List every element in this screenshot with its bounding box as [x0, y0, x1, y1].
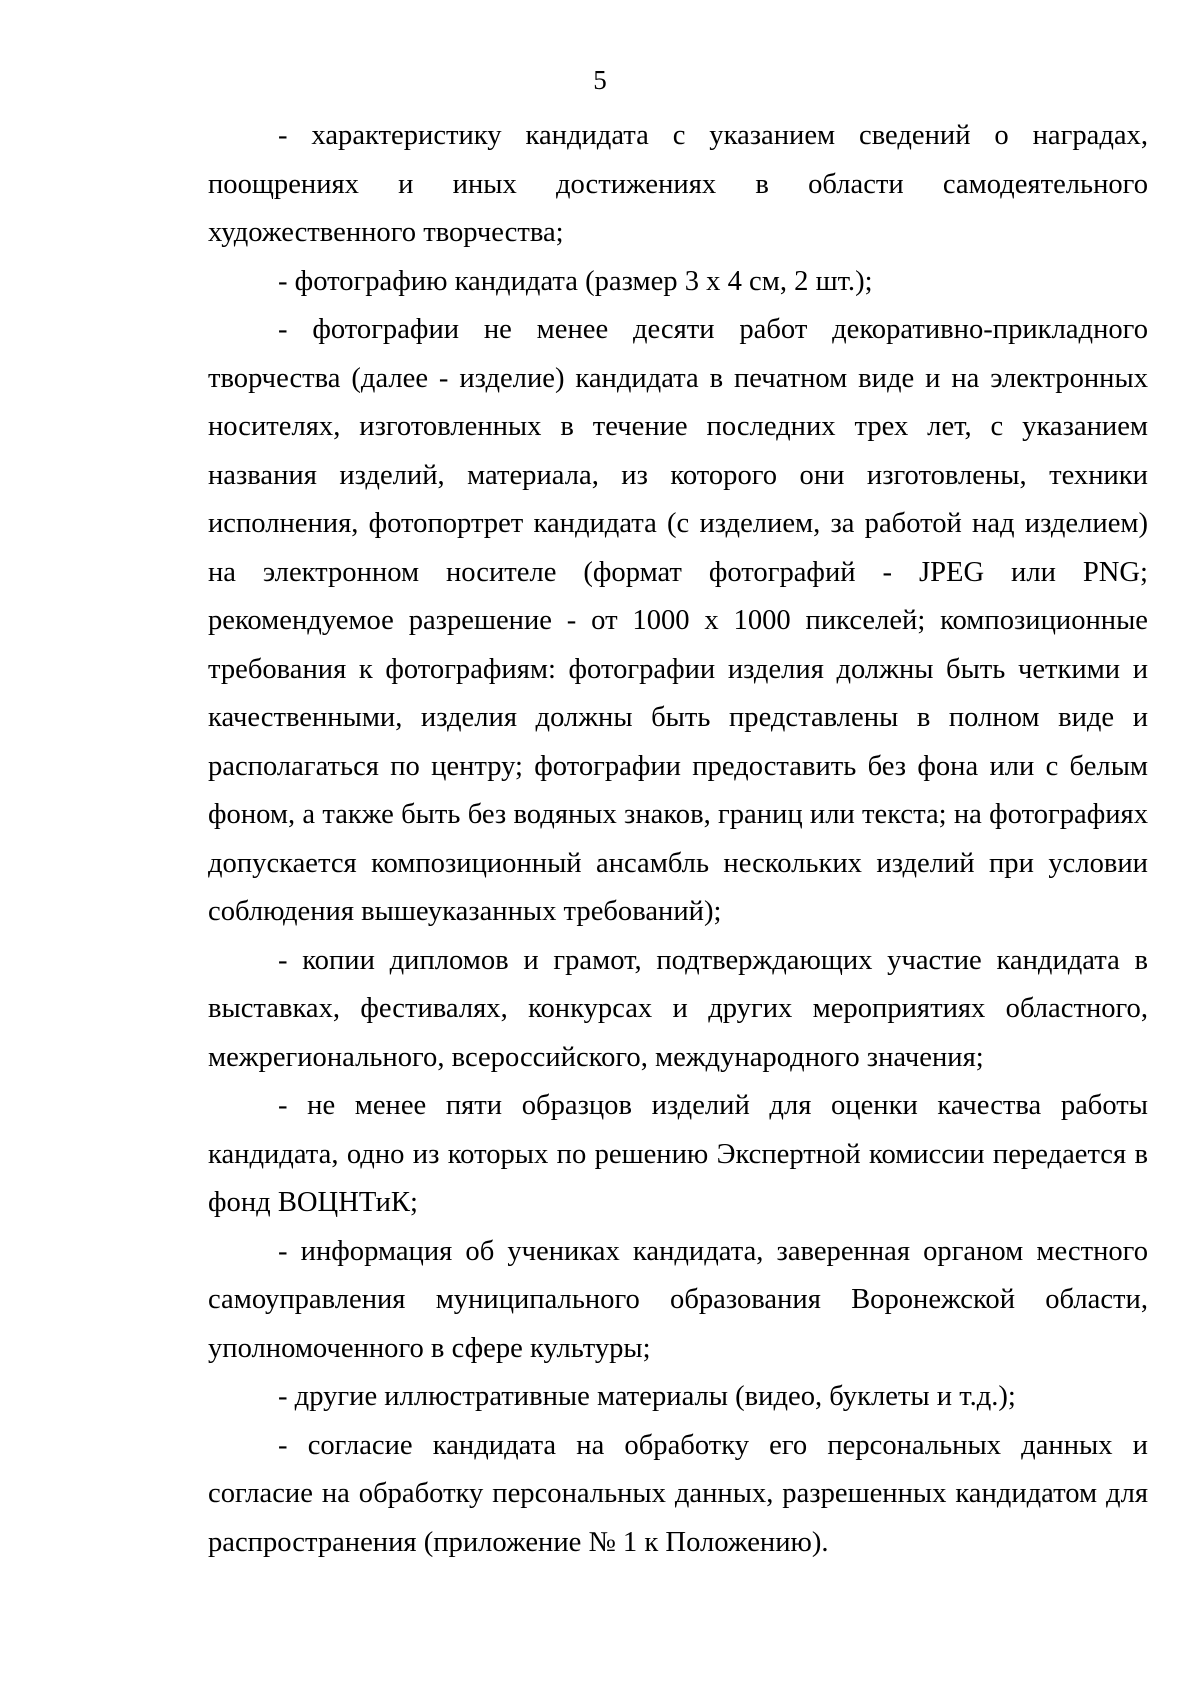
list-item-other-materials: - другие иллюстративные материалы (видео, буклеты и т.д.); — [278, 1381, 1016, 1412]
list-item-works-photos: - фотографии не менее десяти работ декоративно-прикладного творчества (далее - изделие) кандидата в печатном виде и на электронных носителях, изготовленных в течение последних трех лет, с указанием названия изделий, материала, из которого они изготовлены, техники исполнения, фотопортрет кандидата (с изделием, за работой над изделием) на электронном носителе (формат фотографий - JPEG или PNG; рекомендуемое разрешение - от 1000 х 1000 пикселей; композиционные требования к фотографиям: фотографии изделия должны быть четкими и качественными, изделия должны быть представлены в полном виде и располагаться по центру; фотографии предоставить без фона или с белым фоном, а также быть без водяных знаков, границ или текста; на фотографиях допускается композиционный ансамбль нескольких изделий при условии соблюдения вышеуказанных требований); — [208, 314, 1148, 927]
list-item-diploma-copies: - копии дипломов и грамот, подтверждающих участие кандидата в выставках, фестивалях, конкурсах и других мероприятиях областного, межрегионального, всероссийского, международного значения; — [208, 944, 1148, 1073]
document-body — [208, 112, 1148, 1567]
list-item-candidate-photo: - фотографию кандидата (размер 3 х 4 см, 2 шт.); — [278, 265, 873, 297]
list-item-product-samples: - не менее пяти образцов изделий для оценки качества работы кандидата, одно из которых по решению Экспертной комиссии передается в фонд ВОЦНТиК; — [208, 1090, 1148, 1218]
list-item-students-info: - информация об учениках кандидата, заверенная органом местного самоуправления муниципального образования Воронежской области, уполномоченного в сфере культуры; — [208, 1235, 1148, 1364]
list-item-candidate-characteristic: - характеристику кандидата с указанием сведений о наградах, поощрениях и иных достижениях в области самодеятельного художественного творчества; — [208, 120, 1148, 248]
page-number: 5 — [593, 65, 607, 95]
list-item-personal-data-consent: - согласие кандидата на обработку его персональных данных и согласие на обработку персональных данных, разрешенных кандидатом для распространения (приложение № 1 к Положению). — [208, 1429, 1148, 1558]
